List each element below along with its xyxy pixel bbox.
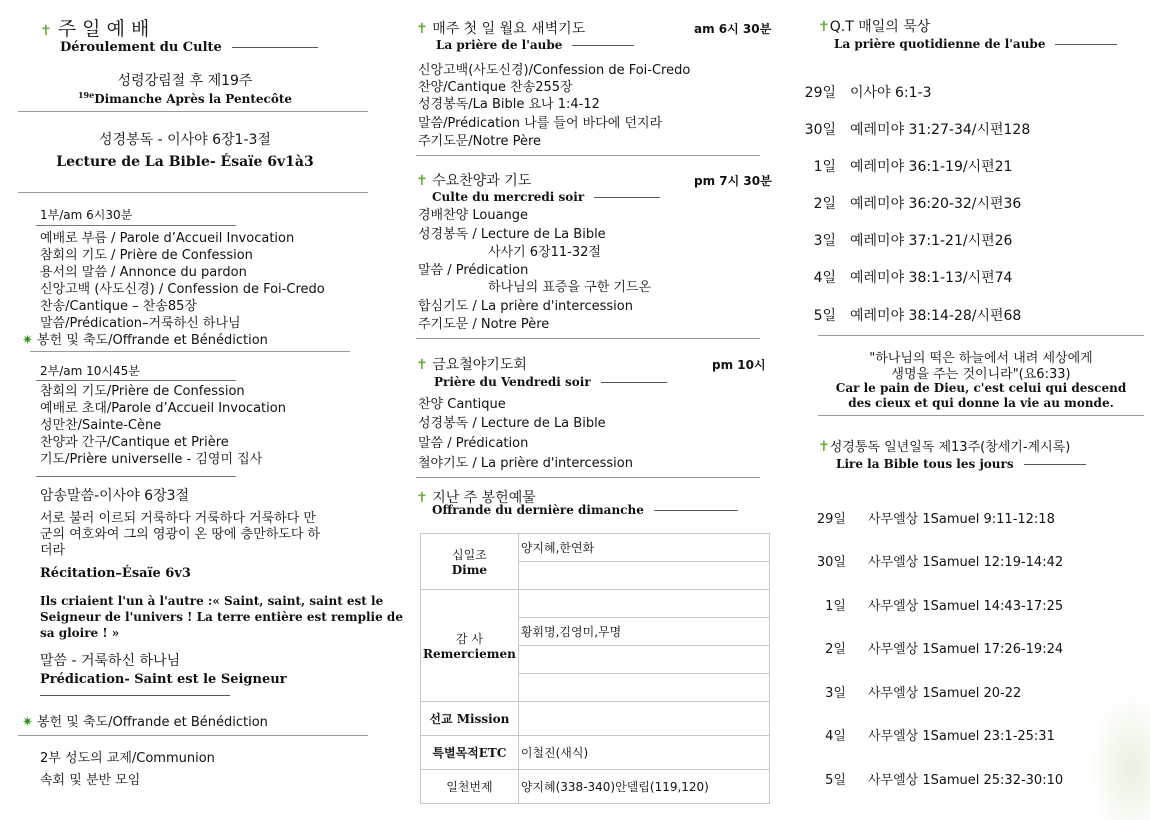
thanks-label: 감 사 Remerciemen xyxy=(421,590,519,702)
list-item: 2일 예레미야 36:20-32/시편36 xyxy=(813,196,1022,212)
list-item: 찬양과 간구/Cantique et Prière xyxy=(40,435,229,450)
table-row xyxy=(421,702,770,736)
list-item: 5일 사무엘상 1Samuel 25:32-30:10 xyxy=(825,773,1064,788)
list-item: 29일 사무엘상 1Samuel 9:11-12:18 xyxy=(816,512,1055,527)
dime-label: 십일조 Dime xyxy=(421,534,519,590)
week-ko: 성령강림절 후 제19주 xyxy=(117,73,253,89)
cross-icon: ✝ xyxy=(818,439,830,455)
list-item: 기도/Prière universelle - 김영미 집사 xyxy=(40,452,263,467)
list-item: 성만찬/Sainte-Cène xyxy=(40,418,162,433)
reading-ko: 성경봉독 - 이사야 6장1-3절 xyxy=(99,132,271,148)
fri-title: ✝ 금요철야기도회 xyxy=(416,357,527,373)
service2-time: 2부/am 10시45분 xyxy=(40,364,140,378)
offer-fr: Offrande du dernière dimanche xyxy=(432,503,738,517)
dime-value: 양지혜,한연화 xyxy=(518,534,769,562)
list-item: 3일 사무엘상 1Samuel 20-22 xyxy=(825,686,1022,701)
bible-title: ✝성경통독 일년일독 제13주(창세기-계시록) xyxy=(818,439,1071,455)
cross-icon: ✝ xyxy=(416,21,428,37)
communion: 2부 성도의 교제/Communion xyxy=(40,751,215,766)
quote-ko-1: "하나님의 떡은 하늘에서 내려 세상에게 xyxy=(869,351,1093,366)
star-icon: ✷ xyxy=(22,715,33,730)
list-item: 용서의 말씀 / Annonce du pardon xyxy=(40,265,247,280)
sermon-fr: Prédication- Saint est le Seigneur xyxy=(40,672,287,687)
list-item: 말씀/Prédication 나를 들어 바다에 던지라 xyxy=(418,116,663,131)
list-item: ✷ 봉헌 및 축도/Offrande et Bénédiction xyxy=(22,333,268,348)
decorative-flower-image xyxy=(1090,690,1150,820)
list-item: 30일 예레미야 31:27-34/시편128 xyxy=(804,122,1031,138)
list-item: 참회의 기도/Prière de Confession xyxy=(40,384,245,399)
list-item: 사사기 6장11-32절 xyxy=(488,245,601,260)
list-item: 성경봉독 / Lecture de La Bible xyxy=(418,227,606,242)
service1-time: 1부/am 6시30분 xyxy=(40,208,133,222)
wed-time: pm 7시 30분 xyxy=(694,174,772,188)
wed-title: ✝ 수요찬양과 기도 xyxy=(416,173,532,189)
list-item: 경배찬양 Louange xyxy=(418,208,529,223)
list-item: 3일 예레미야 37:1-21/시편26 xyxy=(813,233,1013,249)
list-item: 말씀 / Prédication xyxy=(418,436,529,451)
list-item: 철야기도 / La prière d'intercession xyxy=(418,456,633,471)
table-row xyxy=(421,534,770,562)
middle-column xyxy=(380,0,780,820)
quote-fr-1: Car le pain de Dieu, c'est celui qui descend xyxy=(835,381,1127,395)
dawn-fr: La prière de l'aube xyxy=(436,38,634,52)
list-item: 하나님의 표증을 구한 기드온 xyxy=(488,280,652,295)
qt-title: ✝Q.T 매일의 묵상 xyxy=(818,19,931,35)
thousand-value: 양지혜(338-340)안델립(119,120) xyxy=(518,770,769,804)
list-item: 신앙고백(사도신경)/Confession de Foi-Credo xyxy=(418,63,691,78)
list-item: 말씀/Prédication–거룩하신 하나님 xyxy=(40,316,241,331)
sermon-ko: 말씀 - 거룩하신 하나님 xyxy=(40,653,181,669)
list-item: 1일 사무엘상 1Samuel 14:43-17:25 xyxy=(825,599,1064,614)
cross-icon: ✝ xyxy=(416,357,428,373)
list-item: 참회의 기도 / Prière de Confession xyxy=(40,248,253,263)
special-label: 특별목적ETC xyxy=(421,736,519,770)
list-item: 성경봉독/La Bible 요나 1:4-12 xyxy=(418,97,600,112)
list-item: 5일 예레미야 38:14-28/시편68 xyxy=(813,308,1022,324)
list-item: 합심기도 / La prière d'intercession xyxy=(418,299,633,314)
list-item: 신앙고백 (사도신경) / Confession de Foi-Credo xyxy=(40,282,325,297)
reading-fr: Lecture de La Bible- Ésaïe 6v1à3 xyxy=(56,154,314,170)
special-value: 이철진(새식) xyxy=(518,736,769,770)
cross-icon: ✝ xyxy=(416,490,428,506)
fri-fr: Prière du Vendredi soir xyxy=(434,375,667,389)
worship-title-fr: Déroulement du Culte xyxy=(60,40,318,55)
list-item: 찬송/Cantique – 찬송85장 xyxy=(40,299,197,314)
dawn-title: ✝ 매주 첫 일 월요 새벽기도 xyxy=(416,21,586,37)
wed-fr: Culte du mercredi soir xyxy=(432,190,660,204)
cross-icon: ✝ xyxy=(818,19,830,35)
mission-label: 선교 Mission xyxy=(421,702,519,736)
thousand-label: 일천번제 xyxy=(421,770,519,804)
list-item: 2일 사무엘상 1Samuel 17:26-19:24 xyxy=(825,642,1064,657)
week-fr: $^{19e}$Dimanche Après la Pentecôte xyxy=(77,90,293,106)
recite-fr-title: Récitation–Ésaïe 6v3 xyxy=(40,566,191,581)
quote-ko-2: 생명을 주는 것이니라"(요6:33) xyxy=(891,367,1071,382)
table-row xyxy=(421,736,770,770)
list-item: 성경봉독 / Lecture de La Bible xyxy=(418,416,606,431)
offering-table xyxy=(420,533,770,804)
quote-fr-2: des cieux et qui donne la vie au monde. xyxy=(848,396,1114,410)
list-item: 4일 예레미야 38:1-13/시편74 xyxy=(813,270,1013,286)
list-item: 예배로 부름 / Parole d’Accueil Invocation xyxy=(40,231,295,246)
fri-time: pm 10시 xyxy=(712,358,766,372)
list-item: 30일 사무엘상 1Samuel 12:19-14:42 xyxy=(816,555,1064,570)
list-item: 찬양 Cantique xyxy=(418,397,506,412)
table-row xyxy=(421,590,770,618)
worship-title-ko: 주 일 예 배 xyxy=(57,18,150,40)
right-column xyxy=(790,0,1150,820)
cross-icon: ✝ xyxy=(40,23,52,39)
list-item: 주기도문 / Notre Père xyxy=(418,317,550,332)
list-item: 말씀 / Prédication xyxy=(418,263,529,278)
offering-line: ✷ 봉헌 및 축도/Offrande et Bénédiction xyxy=(22,715,268,730)
list-item: 주기도문/Notre Père xyxy=(418,134,542,149)
table-row xyxy=(421,770,770,804)
list-item: 1일 예레미야 36:1-19/시편21 xyxy=(813,159,1013,175)
list-item: 29일 이사야 6:1-3 xyxy=(804,85,932,101)
offer-title: ✝ 지난 주 봉헌예물 xyxy=(416,490,536,506)
meeting: 속회 및 분반 모임 xyxy=(40,773,141,788)
left-column: ✝ 주 일 예 배 Déroulement du Culte 성령강림절 후 제19주 $^{19e}$Dimanche Après la Pentecôte 성경봉독 - 이사야 6장1-3절 Lecture de La Bible- Ésaïe 6v1à3 1부/am 6시30분 예배로 부름 / Parole d’Accueil Invocation 참회의 기도 / Prière de Confession 용서의 말씀 / Annonce du pardon 신앙고백 (사도신경) / Confession de Foi-Credo 찬송/Cantique – 찬송85장 말씀/Prédication–거룩하신 하나님 ✷ 봉헌 및 축도/Offrande et Bénédiction 2부/am 10시45분 참회의 기도/Prière de Confession 예배로 초대/Parole d’Accueil Invocation 성만찬/Sainte-Cène 찬양과 간구/Cantique et Prière 기도/Prière universelle - 김영미 집사 암송말씀-이사야 6장3절 서로 불러 이르되 거룩하다 거룩하다 거룩하다 만 군의 여호와여 그의 영광이 온 땅에 충만하도다 하 더라 Récitation–Ésaïe 6v3 Ils criaient l'un à l'autre :« Saint, saint, saint est le Seigneur de l'univers ! La terre entière est remplie de sa gloire ! » 말씀 - 거룩하신 하나님 Prédication- Saint est le Seigneur ✷ 봉헌 및 축도/Offrande et Bénédiction 2부 성도의 교제/Communion 속회 및 분반 모임 xyxy=(0,0,380,820)
worship-title xyxy=(40,14,149,41)
star-icon: ✷ xyxy=(22,333,33,348)
recite-title: 암송말씀-이사야 6장3절 xyxy=(40,488,190,504)
dawn-time: am 6시 30분 xyxy=(694,22,772,36)
qt-fr: La prière quotidienne de l'aube xyxy=(834,37,1117,51)
list-item: 찬양/Cantique 찬송255장 xyxy=(418,80,573,95)
list-item: 예배로 초대/Parole d’Accueil Invocation xyxy=(40,401,286,416)
bible-fr: Lire la Bible tous les jours xyxy=(836,457,1086,471)
thanks-value: 황휘명,김영미,무명 xyxy=(518,618,769,646)
list-item: 4일 사무엘상 1Samuel 23:1-25:31 xyxy=(825,729,1055,744)
cross-icon: ✝ xyxy=(416,173,428,189)
